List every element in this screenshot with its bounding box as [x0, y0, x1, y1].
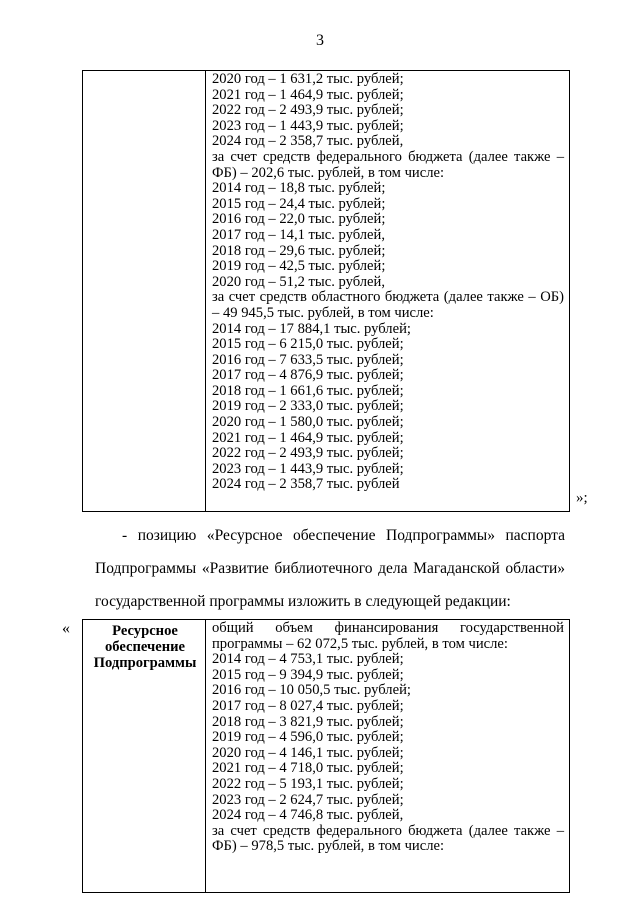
funding-line: 2020 год – 1 631,2 тыс. рублей; [212, 71, 404, 87]
resource-line: 2020 год – 4 146,1 тыс. рублей; [212, 744, 404, 761]
resource-line: 2024 год – 4 746,8 тыс. рублей, [212, 807, 404, 824]
resource-line: 2015 год – 9 394,9 тыс. рублей; [212, 666, 404, 683]
resource-line: 2016 год – 10 050,5 тыс. рублей; [212, 682, 411, 699]
funding-line: 2014 год – 18,8 тыс. рублей; [212, 180, 386, 197]
funding-line: 2018 год – 1 661,6 тыс. рублей; [212, 382, 404, 399]
resource-line: 2022 год – 5 193,1 тыс. рублей; [212, 775, 404, 792]
column-divider [205, 71, 206, 511]
funding-line: 2014 год – 17 884,1 тыс. рублей; [212, 320, 411, 337]
funding-line: за счет средств федерального бюджета (далее также – [212, 148, 564, 165]
row-title-resource-provision: Ресурсное обеспечение Подпрограммы [93, 623, 197, 671]
funding-line: 2018 год – 29,6 тыс. рублей; [212, 242, 386, 259]
page-number: 3 [316, 32, 324, 49]
funding-values-cell [212, 72, 564, 493]
resource-line: 2014 год – 4 753,1 тыс. рублей; [212, 651, 404, 668]
opening-quote-mark: « [62, 620, 70, 637]
column-divider [205, 620, 206, 892]
paragraph-line: - позицию «Ресурсное обеспечение Подпрограммы» паспорта [122, 527, 565, 544]
funding-line: 2020 год – 1 580,0 тыс. рублей; [212, 414, 404, 431]
resource-line: общий объем финансирования государственной [212, 620, 564, 636]
resource-provision-table [82, 619, 570, 893]
resource-line: за счет средств федерального бюджета (далее также – [212, 822, 564, 839]
resource-line: ФБ) – 978,5 тыс. рублей, в том числе: [212, 838, 445, 855]
funding-line: 2020 год – 51,2 тыс. рублей, [212, 273, 385, 290]
resource-line: 2017 год – 8 027,4 тыс. рублей; [212, 697, 404, 714]
funding-line: 2023 год – 1 443,9 тыс. рублей; [212, 460, 404, 477]
funding-line: 2022 год – 2 493,9 тыс. рублей; [212, 102, 404, 119]
resource-line: 2021 год – 4 718,0 тыс. рублей; [212, 760, 404, 777]
funding-line: 2021 год – 1 464,9 тыс. рублей; [212, 429, 404, 446]
funding-line: 2023 год – 1 443,9 тыс. рублей; [212, 117, 404, 134]
resource-line: 2019 год – 4 596,0 тыс. рублей; [212, 729, 404, 746]
funding-line: ФБ) – 202,6 тыс. рублей, в том числе: [212, 164, 445, 181]
closing-quote-mark: »; [576, 490, 588, 506]
funding-line: 2017 год – 4 876,9 тыс. рублей; [212, 367, 404, 384]
funding-line: 2016 год – 22,0 тыс. рублей; [212, 211, 386, 228]
amendment-paragraph [95, 523, 565, 614]
paragraph-line: государственной программы изложить в следующей редакции: [95, 593, 511, 610]
resource-line: 2023 год – 2 624,7 тыс. рублей; [212, 791, 404, 808]
funding-line: 2015 год – 6 215,0 тыс. рублей; [212, 336, 404, 353]
funding-line: 2024 год – 2 358,7 тыс. рублей [212, 476, 400, 493]
funding-line: 2022 год – 2 493,9 тыс. рублей; [212, 445, 404, 462]
funding-line: за счет средств областного бюджета (далее также – ОБ) [212, 289, 564, 306]
resource-line: программы – 62 072,5 тыс. рублей, в том числе: [212, 635, 508, 652]
resource-line: 2018 год – 3 821,9 тыс. рублей; [212, 713, 404, 730]
funding-line: 2016 год – 7 633,5 тыс. рублей; [212, 351, 404, 368]
resource-values-cell [212, 621, 564, 855]
funding-table-continued [82, 70, 570, 512]
funding-line: 2019 год – 2 333,0 тыс. рублей; [212, 398, 404, 415]
funding-line: 2024 год – 2 358,7 тыс. рублей, [212, 133, 404, 150]
paragraph-line: Подпрограммы «Развитие библиотечного дела Магаданской области» [95, 560, 565, 577]
funding-line: 2017 год – 14,1 тыс. рублей, [212, 226, 385, 243]
funding-line: – 49 945,5 тыс. рублей, в том числе: [212, 304, 434, 321]
funding-line: 2021 год – 1 464,9 тыс. рублей; [212, 86, 404, 103]
funding-line: 2019 год – 42,5 тыс. рублей; [212, 258, 386, 275]
funding-line: 2015 год – 24,4 тыс. рублей; [212, 195, 386, 212]
